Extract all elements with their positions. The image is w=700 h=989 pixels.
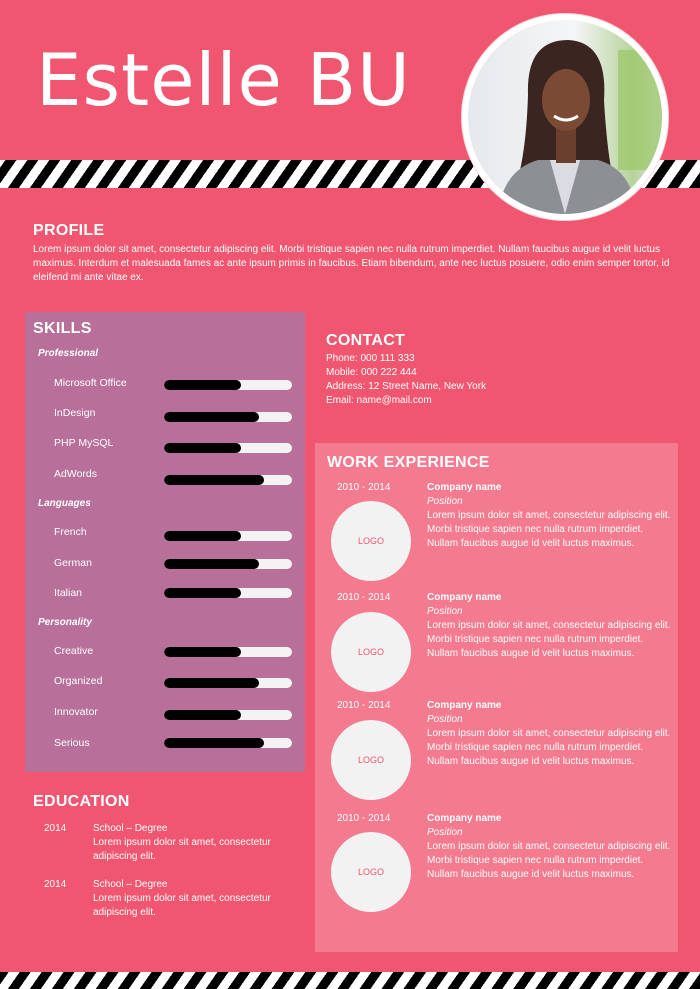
job-company: Company name bbox=[427, 700, 502, 711]
job-date: 2010 - 2014 bbox=[337, 482, 391, 493]
education-entry bbox=[93, 822, 303, 864]
profile-text: Lorem ipsum dolor sit amet, consectetur adipiscing elit. Morbi tristique sapien nec nulla rutrum imperdiet. Nullam faucibus augue id velit luctus maximus. Interdum et malesuada fames ac ante ipsum primis in faucibus. Etiam bibendum, ante nec luctus posuere, odio enim semper tortor, id eleifend mi ante vitae ex. bbox=[33, 244, 670, 283]
job-entry bbox=[427, 812, 672, 882]
company-logo: LOGO bbox=[331, 501, 411, 581]
skill-name: Serious bbox=[54, 737, 90, 749]
skill-category-professional: Professional bbox=[38, 348, 99, 359]
job-description: Lorem ipsum dolor sit amet, consectetur adipiscing elit. Morbi tristique sapien nec nulla rutrum imperdiet. Nullam faucibus augue id velit luctus maximus. bbox=[427, 841, 671, 880]
company-logo: LOGO bbox=[331, 612, 411, 692]
job-description: Lorem ipsum dolor sit amet, consectetur adipiscing elit. Morbi tristique sapien nec nulla rutrum imperdiet. Nullam faucibus augue id velit luctus maximus. bbox=[427, 620, 671, 659]
company-logo: LOGO bbox=[331, 832, 411, 912]
skill-bar bbox=[164, 710, 292, 720]
education-description: Lorem ipsum dolor sit amet, consectetur adipiscing elit. bbox=[93, 837, 271, 862]
job-position: Position bbox=[427, 827, 463, 838]
skill-name: AdWords bbox=[54, 468, 97, 480]
skills-heading: SKILLS bbox=[33, 320, 92, 337]
contact-section bbox=[326, 332, 486, 408]
contact-email: Email: name@mail.com bbox=[326, 395, 432, 406]
job-company: Company name bbox=[427, 482, 502, 493]
company-logo: LOGO bbox=[331, 720, 411, 800]
skill-bar bbox=[164, 412, 292, 422]
skill-bar bbox=[164, 738, 292, 748]
education-degree: School – Degree bbox=[93, 823, 168, 834]
skill-bar bbox=[164, 475, 292, 485]
skill-name: InDesign bbox=[54, 407, 96, 419]
job-date: 2010 - 2014 bbox=[337, 813, 391, 824]
skill-name: Creative bbox=[54, 645, 94, 657]
skill-bar bbox=[164, 647, 292, 657]
profile-photo bbox=[462, 14, 668, 220]
job-description: Lorem ipsum dolor sit amet, consectetur adipiscing elit. Morbi tristique sapien nec nulla rutrum imperdiet. Nullam faucibus augue id velit luctus maximus. bbox=[427, 728, 671, 767]
job-entry bbox=[427, 481, 672, 551]
skill-category-personality: Personality bbox=[38, 617, 92, 628]
education-entry bbox=[93, 878, 303, 920]
job-date: 2010 - 2014 bbox=[337, 592, 391, 603]
skill-name: Innovator bbox=[54, 706, 98, 718]
education-year: 2014 bbox=[44, 823, 67, 834]
job-company: Company name bbox=[427, 813, 502, 824]
job-entry bbox=[427, 699, 672, 769]
education-heading: EDUCATION bbox=[33, 793, 130, 810]
skill-bar bbox=[164, 588, 292, 598]
skill-bar bbox=[164, 531, 292, 541]
skill-bar bbox=[164, 443, 292, 453]
footer-stripe bbox=[0, 972, 700, 989]
skill-name: PHP MySQL bbox=[54, 437, 114, 449]
job-position: Position bbox=[427, 714, 463, 725]
contact-heading: CONTACT bbox=[326, 332, 406, 349]
skill-name: French bbox=[54, 526, 87, 538]
work-heading: WORK EXPERIENCE bbox=[327, 454, 490, 471]
skill-bar bbox=[164, 559, 292, 569]
skill-bar bbox=[164, 678, 292, 688]
contact-address: Address: 12 Street Name, New York bbox=[326, 381, 487, 392]
candidate-name: Estelle BU bbox=[36, 38, 411, 122]
job-entry bbox=[427, 591, 672, 661]
contact-mobile: Mobile: 000 222 444 bbox=[326, 367, 417, 378]
job-company: Company name bbox=[427, 592, 502, 603]
job-position: Position bbox=[427, 496, 463, 507]
job-date: 2010 - 2014 bbox=[337, 700, 391, 711]
skill-name: Organized bbox=[54, 675, 103, 687]
skill-name: Microsoft Office bbox=[54, 377, 127, 389]
skill-bar bbox=[164, 380, 292, 390]
job-position: Position bbox=[427, 606, 463, 617]
portrait-illustration bbox=[468, 20, 662, 214]
education-degree: School – Degree bbox=[93, 879, 168, 890]
education-description: Lorem ipsum dolor sit amet, consectetur adipiscing elit. bbox=[93, 893, 271, 918]
skills-panel bbox=[25, 312, 305, 772]
skill-category-languages: Languages bbox=[38, 498, 91, 509]
skill-name: Italian bbox=[54, 587, 83, 599]
contact-phone: Phone: 000 111 333 bbox=[326, 353, 415, 364]
skill-name: German bbox=[54, 557, 92, 569]
job-description: Lorem ipsum dolor sit amet, consectetur adipiscing elit. Morbi tristique sapien nec nulla rutrum imperdiet. Nullam faucibus augue id velit luctus maximus. bbox=[427, 510, 671, 549]
education-year: 2014 bbox=[44, 879, 67, 890]
profile-heading: PROFILE bbox=[33, 222, 105, 239]
work-experience-panel bbox=[315, 443, 678, 952]
